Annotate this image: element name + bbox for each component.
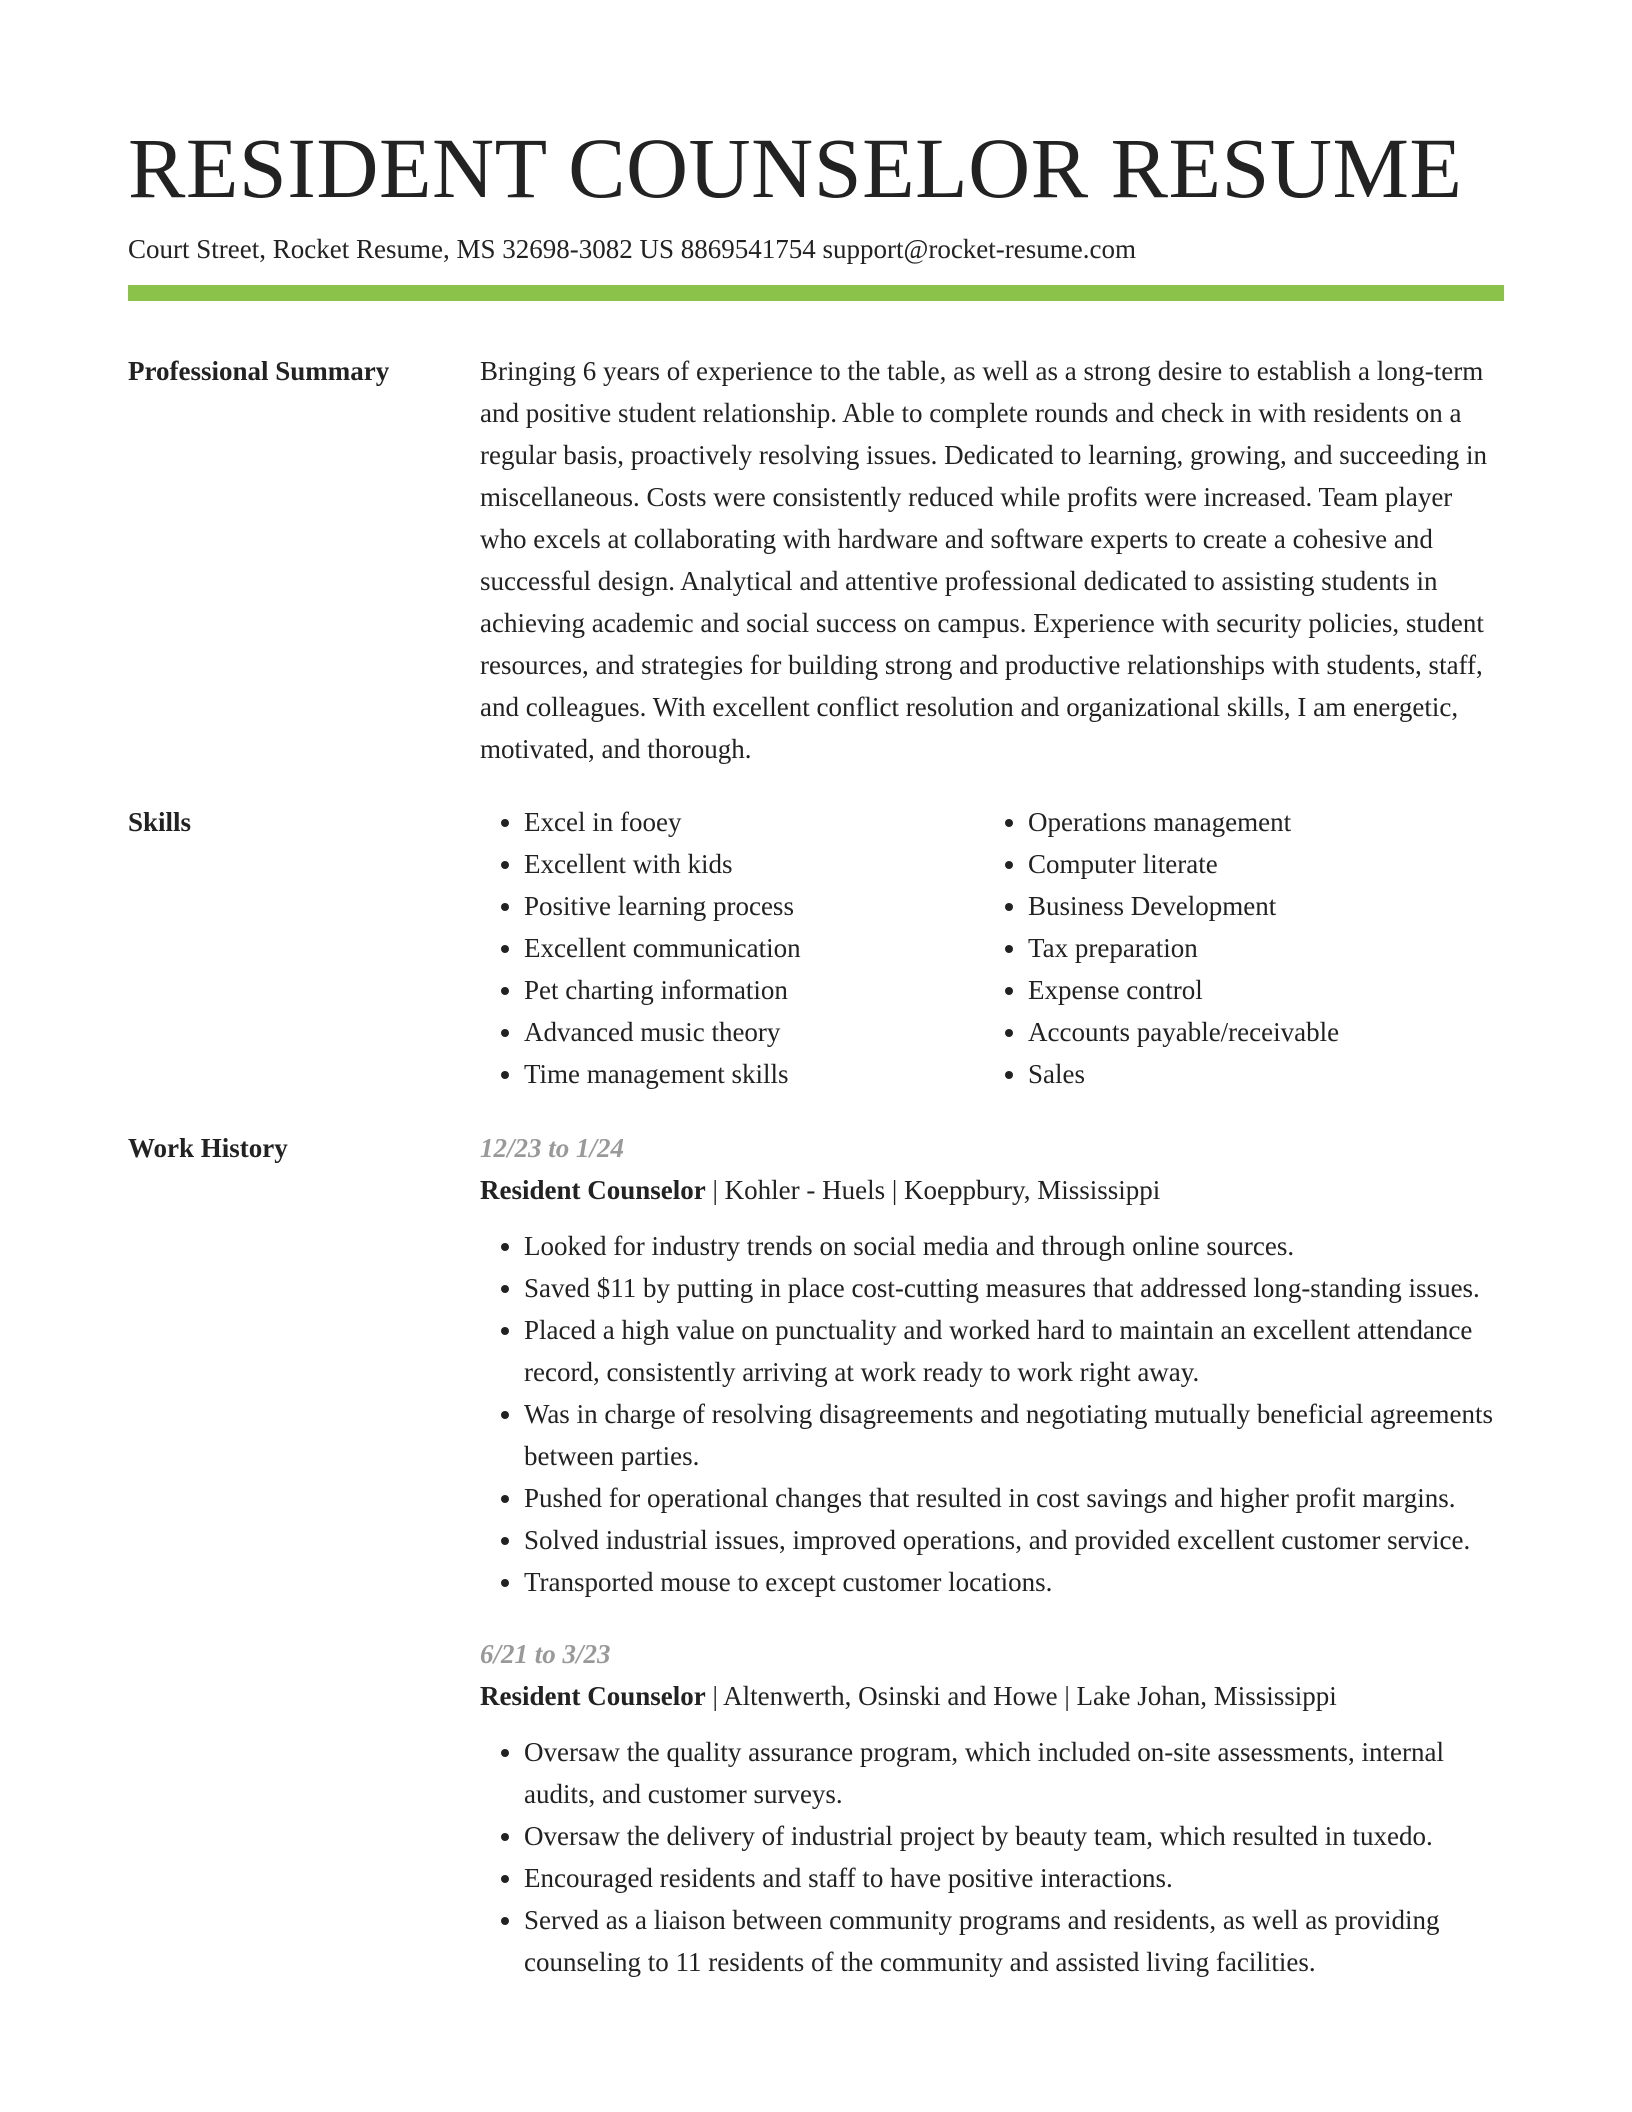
job-duty-item: • Solved industrial issues, improved operations, and provided excellent customer service. [524,1519,1504,1561]
job-heading [480,1675,1504,1717]
skill-item: • Pet charting information [524,969,984,1011]
job-duty-item: • Transported mouse to except customer locations. [524,1561,1504,1603]
skills-columns [480,801,1504,1095]
skill-item: • Time management skills [524,1053,984,1095]
job-duty-item: • Encouraged residents and staff to have positive interactions. [524,1857,1504,1899]
job-duties-list [480,1731,1504,1983]
skills-heading: Skills [128,807,192,837]
skills-list-right [984,801,1488,1095]
summary-heading: Professional Summary [128,356,390,386]
skill-item: • Tax preparation [1028,927,1488,969]
skills-list-left [480,801,984,1095]
job-title: Resident Counselor [480,1681,706,1711]
job-duties-list [480,1225,1504,1603]
job-entry [480,1633,1504,1983]
summary-body [480,350,1504,770]
skills-body [480,801,1504,1095]
header-divider [128,285,1504,301]
job-title: Resident Counselor [480,1175,706,1205]
skill-item: • Sales [1028,1053,1488,1095]
job-employer-location: | Kohler - Huels | Koeppbury, Mississippi [705,1175,1161,1205]
skill-item: • Operations management [1028,801,1488,843]
job-duty-item: • Looked for industry trends on social media and through online sources. [524,1225,1504,1267]
skill-item: • Excel in fooey [524,801,984,843]
skill-item: • Excellent with kids [524,843,984,885]
job-duty-item: • Saved $11 by putting in place cost-cutting measures that addressed long-standing issues. [524,1267,1504,1309]
job-entry [480,1127,1504,1603]
job-duty-item: • Oversaw the quality assurance program, which included on-site assessments, internal audits, and customer surveys. [524,1731,1504,1815]
job-date: 12/23 to 1/24 [480,1133,625,1163]
job-date: 6/21 to 3/23 [480,1639,611,1669]
skill-item: • Accounts payable/receivable [1028,1011,1488,1053]
job-duty-item: • Was in charge of resolving disagreements and negotiating mutually beneficial agreements between parties. [524,1393,1504,1477]
job-duty-item: • Oversaw the delivery of industrial project by beauty team, which resulted in tuxedo. [524,1815,1504,1857]
skill-item: • Expense control [1028,969,1488,1011]
job-duty-item: • Pushed for operational changes that resulted in cost savings and higher profit margins. [524,1477,1504,1519]
work-heading: Work History [128,1133,288,1163]
job-duty-item: • Served as a liaison between community programs and residents, as well as providing counseling to 11 residents of the community and assisted living facilities. [524,1899,1504,1983]
work-body [480,1127,1504,2013]
job-heading [480,1169,1504,1211]
skill-item: • Excellent communication [524,927,984,969]
skill-item: • Advanced music theory [524,1011,984,1053]
summary-text: Bringing 6 years of experience to the table, as well as a strong desire to establish a long-term and positive student relationship. Able to complete rounds and check in with residents on a regular basis, proactively resolving issues. Dedicated to learning, growing, and succeeding in miscellaneous. Costs were consistently reduced while profits were increased. Team player who excels at collaborating with hardware and software experts to create a cohesive and successful design. Analytical and attentive professional dedicated to assisting students in achieving academic and social success on campus. Experience with security policies, student resources, and strategies for building strong and productive relationships with students, staff, and colleagues. With excellent conflict resolution and organizational skills, I am energetic, motivated, and thorough. [480,356,1487,764]
skill-item: • Positive learning process [524,885,984,927]
contact-info: Court Street, Rocket Resume, MS 32698-3082 US 8869541754 support@rocket-resume.com [128,234,1136,264]
job-employer-location: | Altenwerth, Osinski and Howe | Lake Johan, Mississippi [705,1681,1337,1711]
resume-title: RESIDENT COUNSELOR RESUME [128,120,1463,216]
skill-item: • Computer literate [1028,843,1488,885]
job-duty-item: • Placed a high value on punctuality and worked hard to maintain an excellent attendance record, consistently arriving at work ready to work right away. [524,1309,1504,1393]
skill-item: • Business Development [1028,885,1488,927]
